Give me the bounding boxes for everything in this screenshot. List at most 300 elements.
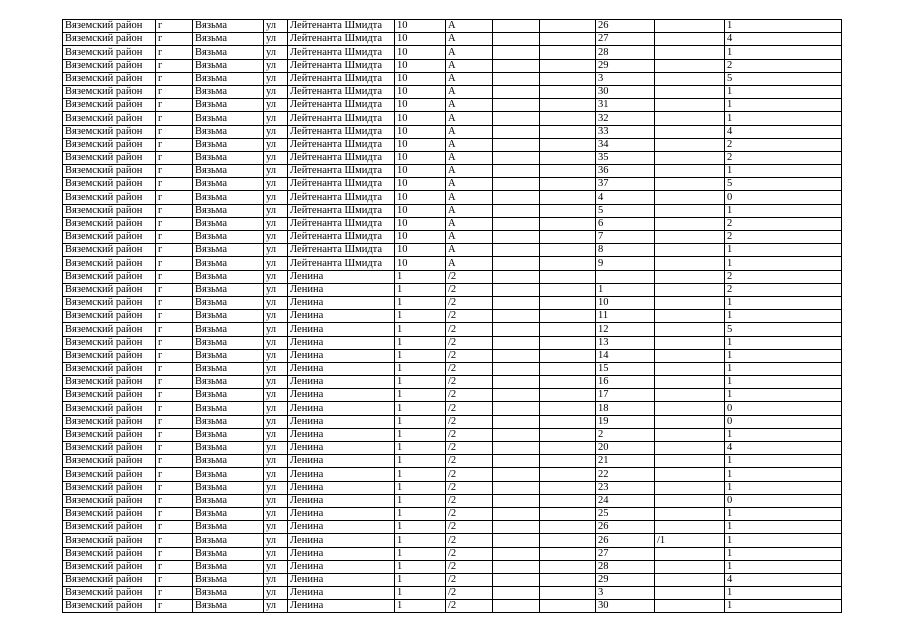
cell-apartment: 20: [596, 442, 655, 455]
cell-apartment-suffix: [655, 336, 725, 349]
cell-apartment-suffix: [655, 349, 725, 362]
cell-building: [493, 46, 540, 59]
cell-structure: [540, 310, 596, 323]
cell-locality-type: г: [156, 244, 193, 257]
cell-count: 5: [725, 178, 842, 191]
cell-locality-type: г: [156, 402, 193, 415]
cell-apartment: 9: [596, 257, 655, 270]
cell-locality-type: г: [156, 72, 193, 85]
cell-locality-type: г: [156, 415, 193, 428]
table-row: [63, 231, 842, 244]
cell-house-letter: /2: [446, 362, 493, 375]
cell-building: [493, 270, 540, 283]
cell-structure: [540, 59, 596, 72]
cell-house: 1: [395, 362, 446, 375]
cell-house-letter: А: [446, 191, 493, 204]
cell-locality: Вязьма: [193, 244, 264, 257]
cell-building: [493, 362, 540, 375]
cell-street-type: ул: [264, 389, 288, 402]
cell-count: 1: [725, 376, 842, 389]
cell-street: Ленина: [288, 362, 395, 375]
cell-structure: [540, 468, 596, 481]
cell-structure: [540, 573, 596, 586]
cell-street-type: ул: [264, 85, 288, 98]
cell-district: Вяземский район: [63, 257, 156, 270]
cell-street-type: ул: [264, 217, 288, 230]
cell-street: Ленина: [288, 587, 395, 600]
cell-house: 10: [395, 72, 446, 85]
cell-apartment-suffix: [655, 178, 725, 191]
cell-apartment-suffix: [655, 165, 725, 178]
cell-street-type: ул: [264, 573, 288, 586]
cell-locality-type: г: [156, 521, 193, 534]
cell-house-letter: /2: [446, 349, 493, 362]
table-row: [63, 99, 842, 112]
cell-building: [493, 138, 540, 151]
cell-locality: Вязьма: [193, 217, 264, 230]
cell-count: 1: [725, 46, 842, 59]
cell-count: 1: [725, 481, 842, 494]
cell-count: 5: [725, 72, 842, 85]
cell-locality: Вязьма: [193, 20, 264, 33]
cell-count: 4: [725, 442, 842, 455]
cell-locality: Вязьма: [193, 33, 264, 46]
cell-locality: Вязьма: [193, 165, 264, 178]
cell-street: Лейтенанта Шмидта: [288, 46, 395, 59]
cell-street-type: ул: [264, 270, 288, 283]
cell-street-type: ул: [264, 138, 288, 151]
cell-street-type: ул: [264, 547, 288, 560]
cell-street-type: ул: [264, 415, 288, 428]
cell-locality-type: г: [156, 283, 193, 296]
cell-house: 10: [395, 165, 446, 178]
cell-count: 2: [725, 283, 842, 296]
cell-house-letter: /2: [446, 415, 493, 428]
cell-street: Ленина: [288, 349, 395, 362]
table-row: [63, 547, 842, 560]
cell-locality-type: г: [156, 428, 193, 441]
cell-street: Лейтенанта Шмидта: [288, 217, 395, 230]
cell-structure: [540, 600, 596, 613]
cell-building: [493, 296, 540, 309]
cell-apartment-suffix: [655, 402, 725, 415]
cell-district: Вяземский район: [63, 402, 156, 415]
cell-house-letter: А: [446, 72, 493, 85]
table-row: [63, 217, 842, 230]
cell-house: 1: [395, 481, 446, 494]
cell-building: [493, 217, 540, 230]
cell-building: [493, 415, 540, 428]
cell-locality: Вязьма: [193, 72, 264, 85]
cell-apartment-suffix: [655, 362, 725, 375]
cell-street-type: ул: [264, 244, 288, 257]
cell-locality: Вязьма: [193, 600, 264, 613]
cell-building: [493, 20, 540, 33]
cell-apartment-suffix: [655, 587, 725, 600]
cell-house: 10: [395, 112, 446, 125]
cell-street: Лейтенанта Шмидта: [288, 165, 395, 178]
cell-locality-type: г: [156, 481, 193, 494]
cell-street-type: ул: [264, 349, 288, 362]
table-row: [63, 560, 842, 573]
cell-locality-type: г: [156, 534, 193, 547]
cell-structure: [540, 191, 596, 204]
cell-structure: [540, 244, 596, 257]
cell-house: 1: [395, 442, 446, 455]
cell-locality-type: г: [156, 178, 193, 191]
cell-locality-type: г: [156, 33, 193, 46]
cell-apartment-suffix: [655, 323, 725, 336]
cell-structure: [540, 323, 596, 336]
table-row: [63, 376, 842, 389]
cell-house: 10: [395, 244, 446, 257]
cell-house-letter: /2: [446, 481, 493, 494]
cell-count: 0: [725, 191, 842, 204]
cell-street-type: ул: [264, 560, 288, 573]
cell-locality: Вязьма: [193, 85, 264, 98]
cell-house: 10: [395, 217, 446, 230]
cell-district: Вяземский район: [63, 389, 156, 402]
cell-apartment-suffix: [655, 560, 725, 573]
cell-structure: [540, 362, 596, 375]
cell-apartment: 33: [596, 125, 655, 138]
table-row: [63, 283, 842, 296]
cell-building: [493, 481, 540, 494]
cell-street: Лейтенанта Шмидта: [288, 125, 395, 138]
cell-locality-type: г: [156, 507, 193, 520]
table-row: [63, 20, 842, 33]
cell-count: 1: [725, 165, 842, 178]
cell-apartment-suffix: [655, 33, 725, 46]
cell-street: Ленина: [288, 283, 395, 296]
cell-count: 1: [725, 468, 842, 481]
cell-street-type: ул: [264, 165, 288, 178]
cell-count: 0: [725, 415, 842, 428]
cell-building: [493, 547, 540, 560]
cell-locality: Вязьма: [193, 376, 264, 389]
cell-street: Лейтенанта Шмидта: [288, 72, 395, 85]
cell-district: Вяземский район: [63, 428, 156, 441]
cell-locality-type: г: [156, 138, 193, 151]
cell-house: 1: [395, 560, 446, 573]
cell-count: 2: [725, 59, 842, 72]
cell-street: Лейтенанта Шмидта: [288, 178, 395, 191]
table-row: [63, 72, 842, 85]
cell-street: Ленина: [288, 376, 395, 389]
table-row: [63, 494, 842, 507]
cell-street: Ленина: [288, 323, 395, 336]
cell-count: 0: [725, 494, 842, 507]
cell-district: Вяземский район: [63, 534, 156, 547]
table-row: [63, 244, 842, 257]
cell-building: [493, 600, 540, 613]
cell-apartment: 30: [596, 85, 655, 98]
cell-house: 10: [395, 99, 446, 112]
table-row: [63, 428, 842, 441]
cell-house: 1: [395, 507, 446, 520]
cell-district: Вяземский район: [63, 362, 156, 375]
cell-structure: [540, 534, 596, 547]
cell-house-letter: А: [446, 33, 493, 46]
cell-count: 1: [725, 587, 842, 600]
cell-street-type: ул: [264, 257, 288, 270]
cell-structure: [540, 349, 596, 362]
cell-apartment-suffix: [655, 85, 725, 98]
cell-street-type: ул: [264, 455, 288, 468]
table-row: [63, 85, 842, 98]
cell-apartment-suffix: [655, 46, 725, 59]
cell-district: Вяземский район: [63, 46, 156, 59]
cell-apartment: 21: [596, 455, 655, 468]
cell-locality: Вязьма: [193, 362, 264, 375]
cell-street: Ленина: [288, 415, 395, 428]
cell-apartment: 22: [596, 468, 655, 481]
cell-apartment-suffix: [655, 415, 725, 428]
cell-street: Ленина: [288, 547, 395, 560]
cell-structure: [540, 521, 596, 534]
cell-apartment: 29: [596, 573, 655, 586]
cell-count: 1: [725, 20, 842, 33]
cell-district: Вяземский район: [63, 296, 156, 309]
cell-street-type: ул: [264, 402, 288, 415]
cell-locality: Вязьма: [193, 534, 264, 547]
cell-apartment: 31: [596, 99, 655, 112]
cell-locality-type: г: [156, 323, 193, 336]
table-row: [63, 165, 842, 178]
cell-street-type: ул: [264, 534, 288, 547]
table-row: [63, 534, 842, 547]
cell-structure: [540, 336, 596, 349]
cell-locality-type: г: [156, 85, 193, 98]
cell-structure: [540, 587, 596, 600]
cell-apartment-suffix: [655, 217, 725, 230]
cell-building: [493, 573, 540, 586]
cell-apartment: 10: [596, 296, 655, 309]
cell-structure: [540, 428, 596, 441]
cell-apartment: 1: [596, 283, 655, 296]
cell-apartment: 14: [596, 349, 655, 362]
cell-apartment: 25: [596, 507, 655, 520]
cell-house-letter: А: [446, 85, 493, 98]
cell-count: 1: [725, 85, 842, 98]
cell-building: [493, 336, 540, 349]
cell-street-type: ул: [264, 20, 288, 33]
cell-district: Вяземский район: [63, 600, 156, 613]
cell-house-letter: /2: [446, 507, 493, 520]
cell-house-letter: А: [446, 204, 493, 217]
cell-locality: Вязьма: [193, 270, 264, 283]
cell-apartment: 30: [596, 600, 655, 613]
table-row: [63, 442, 842, 455]
cell-house: 1: [395, 600, 446, 613]
cell-apartment-suffix: [655, 72, 725, 85]
cell-house: 1: [395, 428, 446, 441]
cell-street-type: ул: [264, 442, 288, 455]
cell-district: Вяземский район: [63, 323, 156, 336]
cell-structure: [540, 389, 596, 402]
cell-house: 1: [395, 270, 446, 283]
cell-count: 2: [725, 138, 842, 151]
cell-street-type: ул: [264, 72, 288, 85]
cell-locality: Вязьма: [193, 296, 264, 309]
cell-house-letter: А: [446, 59, 493, 72]
cell-district: Вяземский район: [63, 191, 156, 204]
cell-apartment-suffix: [655, 376, 725, 389]
cell-house: 10: [395, 138, 446, 151]
cell-locality-type: г: [156, 151, 193, 164]
table-row: [63, 481, 842, 494]
cell-house-letter: /2: [446, 336, 493, 349]
cell-street-type: ул: [264, 191, 288, 204]
cell-count: 2: [725, 151, 842, 164]
cell-building: [493, 310, 540, 323]
cell-house-letter: А: [446, 20, 493, 33]
cell-apartment-suffix: [655, 59, 725, 72]
cell-street: Лейтенанта Шмидта: [288, 231, 395, 244]
cell-apartment: 32: [596, 112, 655, 125]
cell-district: Вяземский район: [63, 33, 156, 46]
cell-locality-type: г: [156, 59, 193, 72]
table-row: [63, 573, 842, 586]
cell-apartment: 3: [596, 72, 655, 85]
cell-building: [493, 85, 540, 98]
cell-structure: [540, 442, 596, 455]
cell-locality-type: г: [156, 494, 193, 507]
cell-locality-type: г: [156, 46, 193, 59]
cell-count: 1: [725, 560, 842, 573]
cell-house: 1: [395, 573, 446, 586]
cell-apartment-suffix: [655, 99, 725, 112]
cell-district: Вяземский район: [63, 244, 156, 257]
cell-locality-type: г: [156, 204, 193, 217]
cell-locality-type: г: [156, 389, 193, 402]
cell-district: Вяземский район: [63, 481, 156, 494]
cell-house: 10: [395, 151, 446, 164]
cell-locality-type: г: [156, 362, 193, 375]
cell-district: Вяземский район: [63, 336, 156, 349]
cell-locality: Вязьма: [193, 151, 264, 164]
cell-street: Ленина: [288, 455, 395, 468]
cell-building: [493, 165, 540, 178]
table-row: [63, 521, 842, 534]
cell-count: 2: [725, 270, 842, 283]
cell-street-type: ул: [264, 481, 288, 494]
cell-count: 1: [725, 362, 842, 375]
cell-street-type: ул: [264, 283, 288, 296]
table-row: [63, 270, 842, 283]
cell-apartment: 17: [596, 389, 655, 402]
cell-house: 10: [395, 46, 446, 59]
cell-street: Лейтенанта Шмидта: [288, 151, 395, 164]
cell-building: [493, 204, 540, 217]
cell-street: Лейтенанта Шмидта: [288, 99, 395, 112]
cell-street: Ленина: [288, 428, 395, 441]
cell-locality-type: г: [156, 455, 193, 468]
cell-district: Вяземский район: [63, 231, 156, 244]
cell-district: Вяземский район: [63, 151, 156, 164]
cell-structure: [540, 151, 596, 164]
cell-count: 1: [725, 600, 842, 613]
cell-count: 1: [725, 507, 842, 520]
cell-street-type: ул: [264, 99, 288, 112]
cell-locality: Вязьма: [193, 323, 264, 336]
cell-district: Вяземский район: [63, 376, 156, 389]
cell-district: Вяземский район: [63, 521, 156, 534]
cell-house: 10: [395, 33, 446, 46]
cell-locality: Вязьма: [193, 112, 264, 125]
cell-locality: Вязьма: [193, 455, 264, 468]
cell-structure: [540, 46, 596, 59]
cell-building: [493, 560, 540, 573]
cell-structure: [540, 270, 596, 283]
cell-locality: Вязьма: [193, 547, 264, 560]
cell-count: 4: [725, 33, 842, 46]
cell-locality-type: г: [156, 112, 193, 125]
cell-locality: Вязьма: [193, 521, 264, 534]
cell-structure: [540, 20, 596, 33]
cell-apartment-suffix: [655, 296, 725, 309]
cell-building: [493, 349, 540, 362]
cell-street: Лейтенанта Шмидта: [288, 204, 395, 217]
cell-structure: [540, 415, 596, 428]
cell-locality: Вязьма: [193, 59, 264, 72]
table-row: [63, 415, 842, 428]
cell-house-letter: /2: [446, 376, 493, 389]
cell-district: Вяземский район: [63, 494, 156, 507]
cell-house-letter: /2: [446, 442, 493, 455]
cell-district: Вяземский район: [63, 59, 156, 72]
cell-apartment: 24: [596, 494, 655, 507]
cell-apartment-suffix: [655, 112, 725, 125]
cell-structure: [540, 402, 596, 415]
table-row: [63, 191, 842, 204]
cell-locality: Вязьма: [193, 336, 264, 349]
cell-apartment: 11: [596, 310, 655, 323]
cell-count: 1: [725, 521, 842, 534]
cell-structure: [540, 217, 596, 230]
table-row: [63, 323, 842, 336]
cell-house: 1: [395, 415, 446, 428]
cell-apartment: 3: [596, 587, 655, 600]
cell-apartment-suffix: /1: [655, 534, 725, 547]
cell-apartment: 26: [596, 521, 655, 534]
cell-house: 1: [395, 468, 446, 481]
cell-apartment-suffix: [655, 600, 725, 613]
table-row: [63, 112, 842, 125]
cell-district: Вяземский район: [63, 85, 156, 98]
cell-building: [493, 442, 540, 455]
cell-structure: [540, 231, 596, 244]
cell-locality-type: г: [156, 217, 193, 230]
cell-street-type: ул: [264, 362, 288, 375]
cell-building: [493, 587, 540, 600]
cell-apartment: 27: [596, 547, 655, 560]
table-row: [63, 468, 842, 481]
cell-count: 1: [725, 244, 842, 257]
cell-street: Ленина: [288, 573, 395, 586]
cell-building: [493, 151, 540, 164]
cell-district: Вяземский район: [63, 178, 156, 191]
cell-house: 1: [395, 455, 446, 468]
cell-apartment-suffix: [655, 389, 725, 402]
cell-house: 1: [395, 283, 446, 296]
cell-district: Вяземский район: [63, 310, 156, 323]
cell-structure: [540, 204, 596, 217]
cell-house: 1: [395, 534, 446, 547]
cell-apartment: 29: [596, 59, 655, 72]
cell-house-letter: /2: [446, 310, 493, 323]
cell-count: 1: [725, 389, 842, 402]
